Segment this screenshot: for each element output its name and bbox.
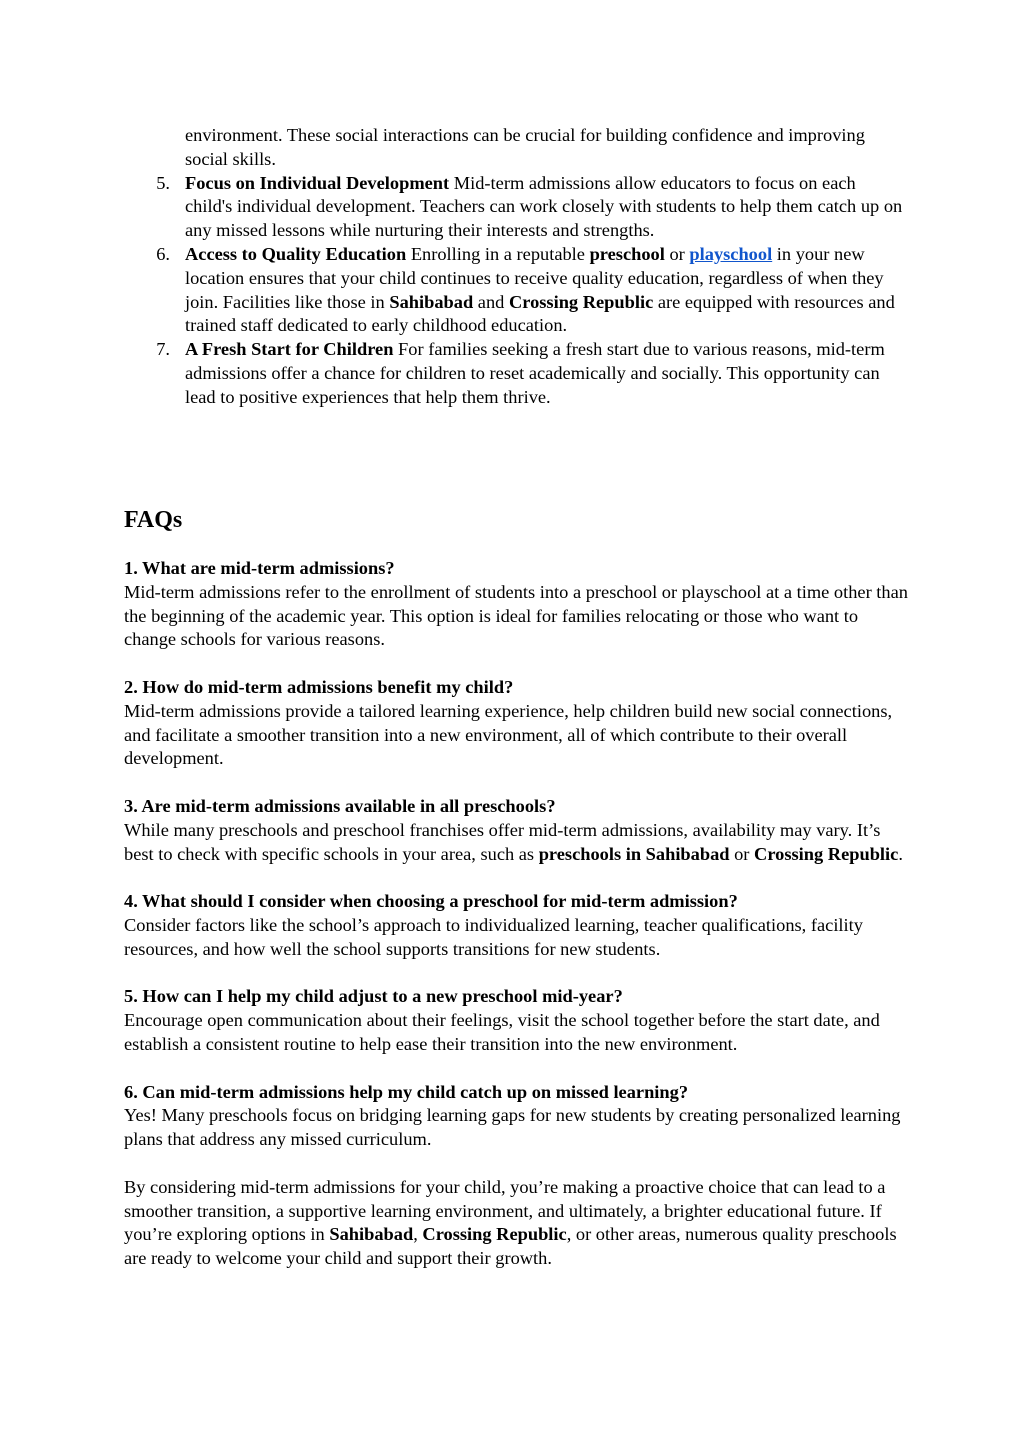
list-item-number: 5.	[156, 172, 170, 193]
faq-answer: Yes! Many preschools focus on bridging learning gaps for new students by creating personalized learning plans that address any missed curriculum.	[124, 1105, 901, 1150]
sahibabad-bold-text: Sahibabad	[329, 1224, 414, 1245]
closing-text: , or other areas, numerous quality preschools are ready to welcome your child and support their growth.	[124, 1224, 897, 1269]
list-item	[124, 243, 904, 338]
faq-question: 1. What are mid-term admissions?	[124, 558, 395, 578]
closing-text: By considering mid-term admissions for your child, you’re making a proactive choice that can lead to a smoother transition, a supportive learning environment, and ultimately, a brighter educational future. If you’re exploring options in	[124, 1176, 886, 1245]
faq-answer-text: or	[734, 843, 750, 864]
benefits-list	[124, 124, 904, 410]
list-item	[124, 338, 904, 409]
faq-question: 3. Are mid-term admissions available in all preschools?	[124, 795, 556, 816]
faq-item	[124, 985, 914, 1056]
faqs-heading: FAQs	[124, 507, 183, 533]
list-item-continuation	[124, 124, 904, 172]
list-item-text: and	[477, 291, 505, 312]
faq-question: 4. What should I consider when choosing a preschool for mid-term admission?	[124, 891, 738, 912]
list-item-number: 6.	[156, 243, 170, 264]
preschools-sahibabad-bold-text: preschools in Sahibabad	[538, 843, 730, 864]
list-item-text: For families seeking a fresh start due to various reasons, mid-term admissions offer a chance for children to reset academically and socially. This opportunity can lead to positive experiences that help them thrive.	[185, 339, 885, 407]
list-item-number: 7.	[156, 339, 170, 360]
faq-item	[124, 1081, 914, 1152]
closing-text: ,	[413, 1224, 418, 1245]
list-item-text: are equipped with resources and trained staff dedicated to early childhood education.	[185, 291, 895, 336]
list-item-text: environment. These social interactions can be crucial for building confidence and improving social skills.	[185, 125, 865, 169]
playschool-link[interactable]: playschool	[689, 243, 773, 264]
faq-answer-text: .	[898, 843, 903, 864]
list-item-title: Access to Quality Education	[185, 243, 407, 264]
faq-item	[124, 557, 914, 652]
faq-answer: Consider factors like the school’s approach to individualized learning, teacher qualifications, facility resources, and how well the school supports transitions for new students.	[124, 914, 863, 959]
faq-answer: Mid-term admissions provide a tailored learning experience, help children build new social connections, and facilitate a smoother transition into a new environment, all of which contribute to their overall development.	[124, 700, 893, 769]
faq-item	[124, 890, 914, 961]
list-item-text: Mid-term admissions allow educators to focus on each child's individual development. Teachers can work closely with students to help them catch up on any missed lessons while nurturing their interests and strengths.	[185, 172, 903, 241]
sahibabad-bold-text: Sahibabad	[389, 291, 474, 312]
crossing-republic-bold-text: Crossing Republic	[422, 1224, 567, 1245]
list-item-title: A Fresh Start for Children	[185, 339, 394, 360]
faq-answer-text: While many preschools and preschool franchises offer mid-term admissions, availability may vary. It’s best to check with specific schools in your area, such as	[124, 819, 881, 864]
crossing-republic-bold-text: Crossing Republic	[508, 291, 654, 312]
closing-paragraph	[124, 1176, 914, 1271]
faq-item	[124, 676, 914, 771]
faq-item	[124, 795, 914, 866]
faq-question: 5. How can I help my child adjust to a new preschool mid-year?	[124, 986, 623, 1007]
list-item	[124, 172, 904, 243]
faq-answer	[124, 819, 914, 867]
faqs-section	[124, 557, 914, 1271]
list-item-text: or	[669, 243, 685, 264]
faq-answer: Encourage open communication about their feelings, visit the school together before the start date, and establish a consistent routine to help ease their transition into the new environment.	[124, 1010, 880, 1054]
faq-question: 2. How do mid-term admissions benefit my child?	[124, 676, 514, 697]
crossing-republic-bold-text: Crossing Republic	[754, 843, 899, 864]
faq-answer: Mid-term admissions refer to the enrollment of students into a preschool or playschool at a time other than the beginning of the academic year. This option is ideal for families relocating or those who want to change schools for various reasons.	[124, 581, 908, 650]
list-item-text: in your new location ensures that your child continues to receive quality education, regardless of when they join. Facilities like those in	[185, 243, 884, 312]
list-item-text: Enrolling in a reputable	[410, 243, 585, 264]
faq-question: 6. Can mid-term admissions help my child catch up on missed learning?	[124, 1081, 689, 1102]
preschool-bold-text: preschool	[589, 243, 665, 264]
list-item-title: Focus on Individual Development	[185, 172, 450, 193]
